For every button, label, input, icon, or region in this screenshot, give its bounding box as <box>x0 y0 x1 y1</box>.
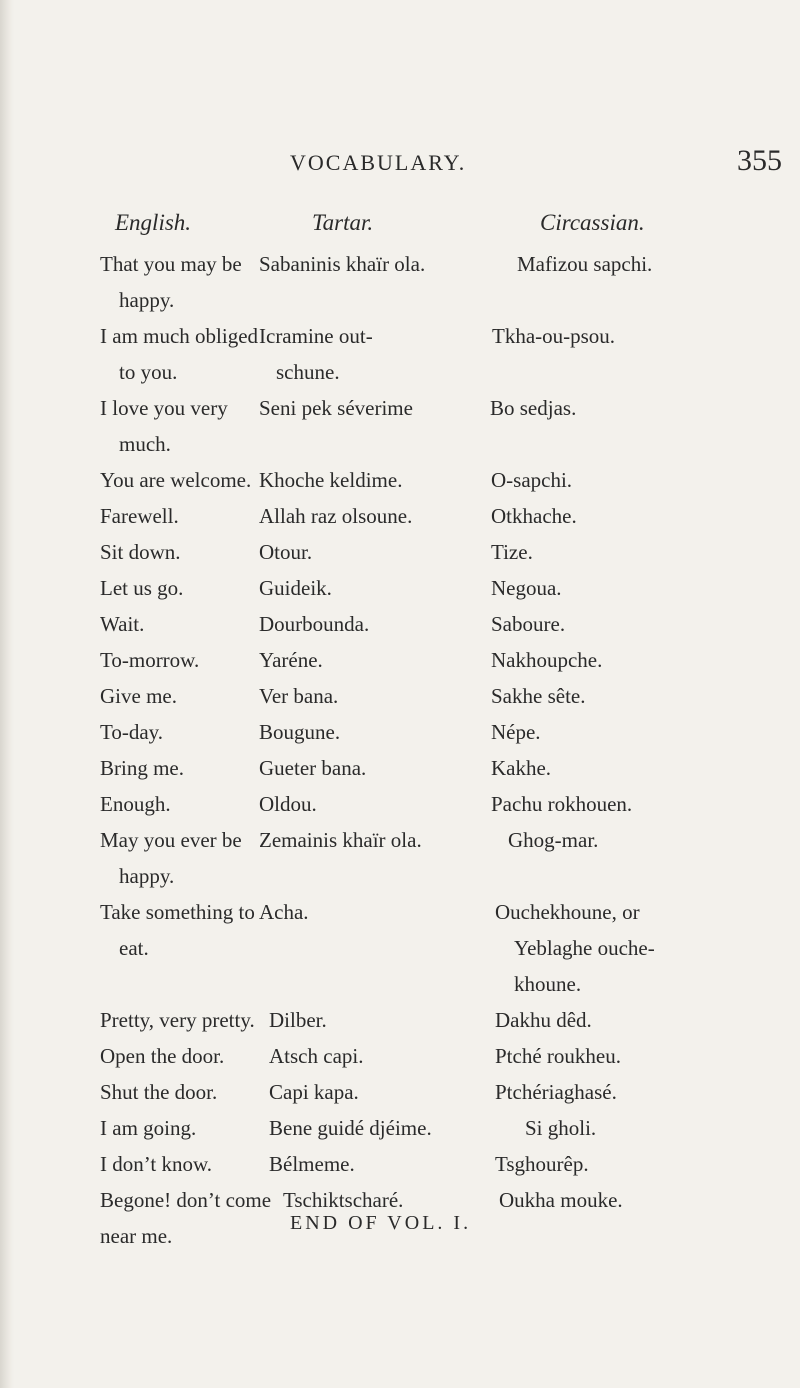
page-number: 355 <box>737 144 782 177</box>
vocab-row <box>0 390 800 462</box>
circassian-phrase: Sakhe sête. <box>491 684 586 708</box>
tartar-phrase: Bélmeme. <box>269 1152 355 1176</box>
end-of-volume-note: END OF VOL. I. <box>290 1212 472 1234</box>
english-phrase: I am much obliged <box>100 324 259 348</box>
vocab-row <box>0 498 800 534</box>
header-circassian: Circassian. <box>540 210 645 235</box>
vocab-row <box>0 678 800 714</box>
tartar-phrase: Allah raz olsoune. <box>259 504 413 528</box>
vocab-row <box>0 246 800 318</box>
vocab-row <box>0 714 800 750</box>
vocab-row <box>0 894 800 1002</box>
circassian-phrase: Si gholi. <box>525 1116 597 1140</box>
english-phrase-continuation: to you. <box>119 360 178 384</box>
tartar-phrase: Atsch capi. <box>269 1044 364 1068</box>
english-phrase-continuation: much. <box>119 432 171 456</box>
tartar-phrase: Icramine out- <box>259 324 373 348</box>
circassian-phrase: Otkhache. <box>491 504 577 528</box>
circassian-phrase: Kakhe. <box>491 756 552 780</box>
circassian-phrase-continuation: khoune. <box>514 972 582 996</box>
english-phrase: Pretty, very pretty. <box>100 1008 255 1032</box>
tartar-phrase: Gueter bana. <box>259 756 367 780</box>
circassian-phrase: Ptchériaghasé. <box>495 1080 617 1104</box>
vocab-row <box>0 642 800 678</box>
circassian-phrase: Mafizou sapchi. <box>517 252 653 276</box>
circassian-phrase: Népe. <box>491 720 541 744</box>
circassian-phrase: Pachu rokhouen. <box>491 792 633 816</box>
running-head <box>0 144 800 190</box>
vocab-row <box>0 1110 800 1146</box>
circassian-phrase: Tkha-ou-psou. <box>492 324 616 348</box>
tartar-phrase: Capi kapa. <box>269 1080 359 1104</box>
tartar-phrase: Tschiktscharé. <box>283 1188 404 1212</box>
tartar-phrase: Ver bana. <box>259 684 339 708</box>
circassian-phrase: Tsghourêp. <box>495 1152 589 1176</box>
english-phrase: Begone! don’t come <box>100 1188 272 1212</box>
tartar-phrase-continuation: schune. <box>276 360 340 384</box>
english-phrase: I am going. <box>100 1116 197 1140</box>
header-english: English. <box>115 210 192 235</box>
english-phrase: Give me. <box>100 684 177 708</box>
tartar-phrase: Zemainis khaïr ola. <box>259 828 422 852</box>
vocab-row <box>0 318 800 390</box>
english-phrase: Take something to <box>100 900 255 924</box>
tartar-phrase: Khoche keldime. <box>259 468 403 492</box>
tartar-phrase: Yaréne. <box>259 648 323 672</box>
running-title: VOCABULARY. <box>290 150 467 175</box>
circassian-phrase: Ghog-mar. <box>508 828 599 852</box>
vocab-row <box>0 822 800 894</box>
english-phrase-continuation: happy. <box>119 288 175 312</box>
tartar-phrase: Oldou. <box>259 792 317 816</box>
header-tartar: Tartar. <box>312 210 374 235</box>
vocab-row <box>0 1002 800 1038</box>
tartar-phrase: Otour. <box>259 540 313 564</box>
vocab-row <box>0 462 800 498</box>
tartar-phrase: Acha. <box>259 900 309 924</box>
circassian-phrase: Bo sedjas. <box>490 396 577 420</box>
circassian-phrase: Ptché roukheu. <box>495 1044 621 1068</box>
english-phrase: I don’t know. <box>100 1152 212 1176</box>
column-headers <box>0 210 800 246</box>
circassian-phrase: Dakhu dêd. <box>495 1008 592 1032</box>
tartar-phrase: Seni pek séverime <box>259 396 413 420</box>
english-phrase-continuation: happy. <box>119 864 175 888</box>
circassian-phrase: Saboure. <box>491 612 566 636</box>
english-phrase: You are welcome. <box>100 468 252 492</box>
vocab-row <box>0 570 800 606</box>
vocab-row <box>0 786 800 822</box>
english-phrase: To-morrow. <box>100 648 200 672</box>
vocab-row <box>0 1146 800 1182</box>
english-phrase: Bring me. <box>100 756 184 780</box>
tartar-phrase: Guideik. <box>259 576 332 600</box>
tartar-phrase: Bene guidé djéime. <box>269 1116 432 1140</box>
english-phrase: I love you very <box>100 396 228 420</box>
vocab-row <box>0 606 800 642</box>
circassian-phrase: Tize. <box>491 540 533 564</box>
circassian-phrase-continuation: Yeblaghe ouche- <box>514 936 655 960</box>
vocabulary-table <box>0 246 800 1254</box>
english-phrase: Open the door. <box>100 1044 225 1068</box>
english-phrase: Let us go. <box>100 576 184 600</box>
tartar-phrase: Dourbounda. <box>259 612 370 636</box>
tartar-phrase: Sabaninis khaïr ola. <box>259 252 426 276</box>
circassian-phrase: Nakhoupche. <box>491 648 603 672</box>
english-phrase: That you may be <box>100 252 242 276</box>
english-phrase: May you ever be <box>100 828 242 852</box>
tartar-phrase: Bougune. <box>259 720 341 744</box>
english-phrase: Wait. <box>100 612 145 636</box>
english-phrase: Shut the door. <box>100 1080 218 1104</box>
vocab-row <box>0 750 800 786</box>
vocab-row <box>0 534 800 570</box>
english-phrase: Sit down. <box>100 540 181 564</box>
vocab-row <box>0 1074 800 1110</box>
circassian-phrase: Oukha mouke. <box>499 1188 623 1212</box>
vocab-row <box>0 1038 800 1074</box>
english-phrase: Farewell. <box>100 504 179 528</box>
tartar-phrase: Dilber. <box>269 1008 327 1032</box>
english-phrase-continuation: eat. <box>119 936 149 960</box>
circassian-phrase: O-sapchi. <box>491 468 573 492</box>
english-phrase-continuation: near me. <box>100 1224 173 1248</box>
circassian-phrase: Ouchekhoune, or <box>495 900 640 924</box>
circassian-phrase: Negoua. <box>491 576 562 600</box>
english-phrase: To-day. <box>100 720 164 744</box>
english-phrase: Enough. <box>100 792 171 816</box>
